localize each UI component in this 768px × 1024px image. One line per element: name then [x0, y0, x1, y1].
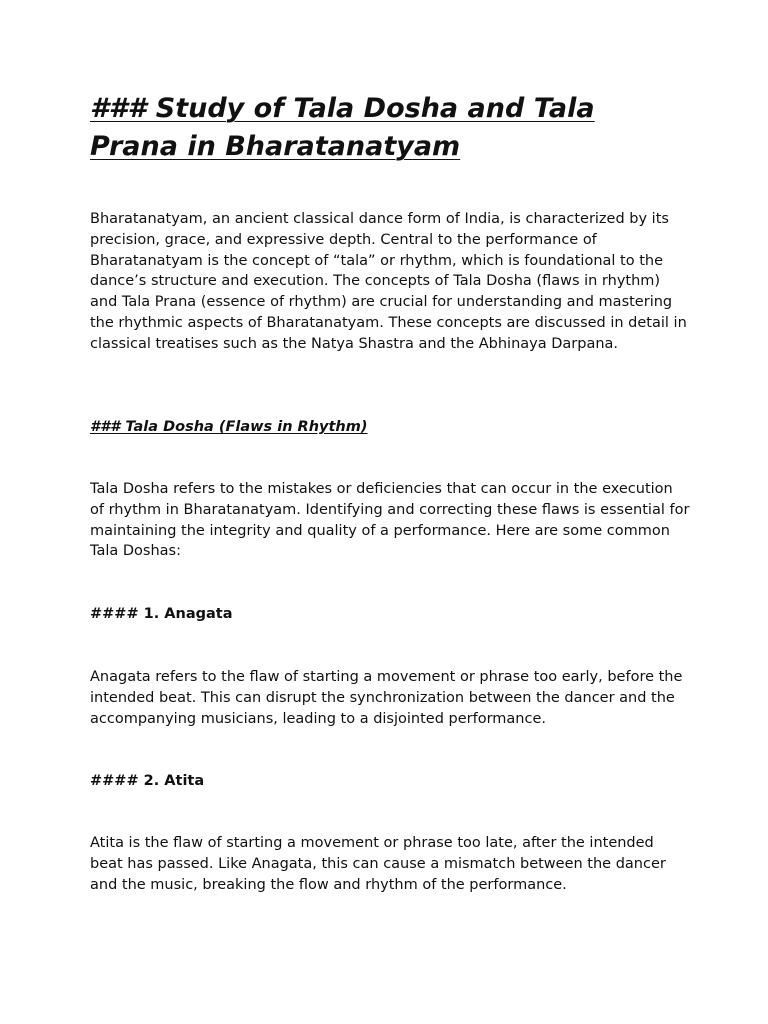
- intro-paragraph: Bharatanatyam, an ancient classical dance form of India, is characterized by its precision, grace, and expressive depth. Central to the performance of Bharatanatyam is the concept of “tala” or rhythm, which is foundational to the dance’s structure and execution. The concepts of Tala Dosha (flaws in rhythm) and Tala Prana (essence of rhythm) are crucial for understanding and mastering the rhythmic aspects of Bharatanatyam. These concepts are discussed in detail in classical treatises such as the Natya Shastra and the Abhinaya Darpana.: [90, 211, 687, 352]
- subheading-anagata: #### 1. Anagata: [90, 606, 233, 622]
- section-intro-paragraph: Tala Dosha refers to the mistakes or deficiencies that can occur in the execution of rhythm in Bharatanatyam. Identifying and correcting these flaws is essential for maintaining the integrity and quality of a performance. Here are some common Tala Doshas:: [90, 481, 690, 560]
- section-heading: ### Tala Dosha (Flaws in Rhythm): [90, 419, 368, 435]
- paragraph-anagata: Anagata refers to the flaw of starting a movement or phrase too early, before the intended beat. This can disrupt the synchronization between the dancer and the accompanying musicians, leading to a disjointed performance.: [90, 669, 683, 727]
- page-title: ### Study of Tala Dosha and Tala Prana in Bharatanatyam: [90, 93, 595, 162]
- subheading-atita: #### 2. Atita: [90, 773, 205, 789]
- paragraph-atita: Atita is the flaw of starting a movement or phrase too late, after the intended beat has passed. Like Anagata, this can cause a mismatch between the dancer and the music, breaking the flow and rhythm of the performance.: [90, 835, 666, 893]
